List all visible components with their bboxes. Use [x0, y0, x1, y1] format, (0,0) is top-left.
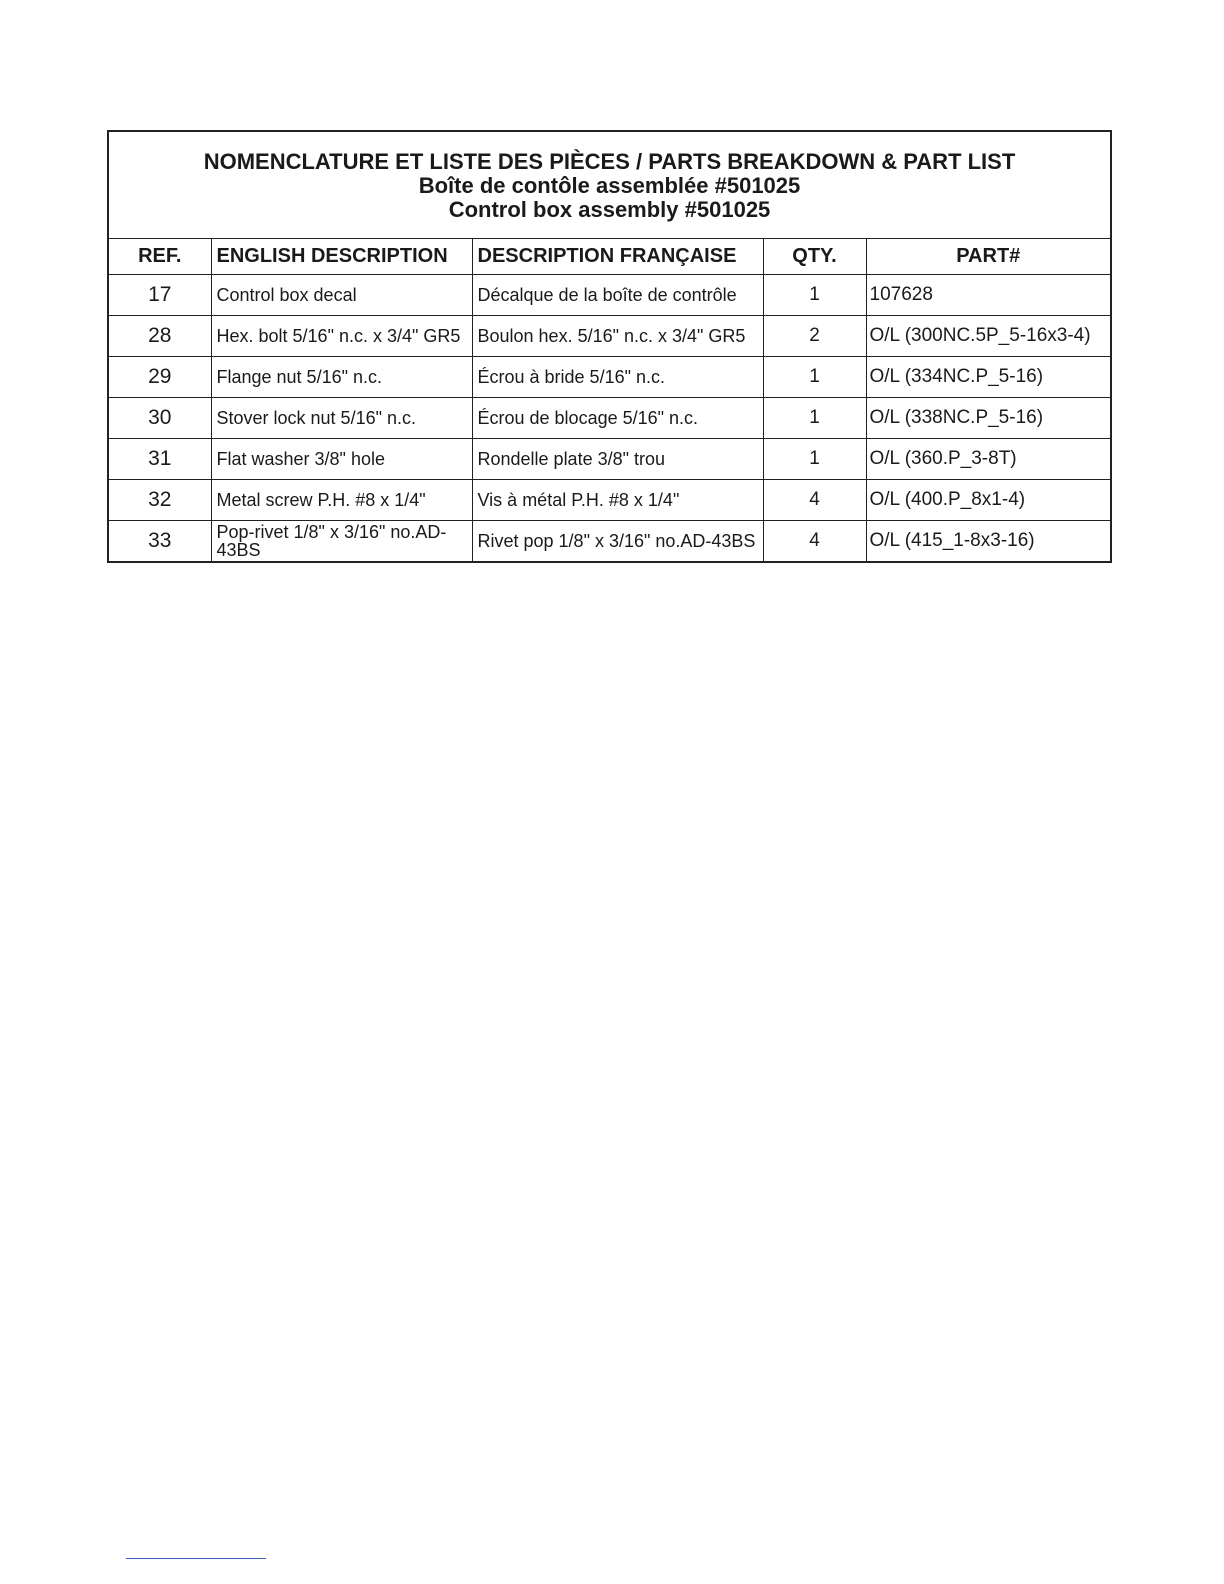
cell-french-description: Décalque de la boîte de contrôle	[472, 275, 763, 316]
cell-english-description: Pop-rivet 1/8" x 3/16" no.AD-43BS	[211, 521, 472, 563]
table-row	[108, 480, 1111, 521]
footnote-divider	[126, 1558, 266, 1559]
title-line-3: Control box assembly #501025	[448, 197, 771, 222]
cell-french-description: Vis à métal P.H. #8 x 1/4"	[472, 480, 763, 521]
cell-ref: 31	[108, 439, 211, 480]
cell-english-description: Stover lock nut 5/16" n.c.	[211, 398, 472, 439]
header-ref: REF.	[108, 239, 211, 275]
title-line-2: Boîte de contôle assemblée #501025	[418, 173, 801, 198]
cell-ref: 30	[108, 398, 211, 439]
cell-qty: 4	[763, 480, 866, 521]
cell-part-number: O/L (415_1-8x3-16)	[866, 521, 1111, 563]
table-row	[108, 357, 1111, 398]
table-row	[108, 316, 1111, 357]
cell-part-number: O/L (360.P_3-8T)	[866, 439, 1111, 480]
header-english-description: ENGLISH DESCRIPTION	[211, 239, 472, 275]
cell-french-description: Rivet pop 1/8" x 3/16" no.AD-43BS	[472, 521, 763, 563]
table-row	[108, 398, 1111, 439]
cell-english-description: Flat washer 3/8" hole	[211, 439, 472, 480]
cell-english-description: Flange nut 5/16" n.c.	[211, 357, 472, 398]
table-header-row	[108, 239, 1111, 275]
table-row	[108, 521, 1111, 563]
table-row	[108, 439, 1111, 480]
header-qty: QTY.	[763, 239, 866, 275]
table-row	[108, 275, 1111, 316]
cell-ref: 28	[108, 316, 211, 357]
cell-qty: 2	[763, 316, 866, 357]
cell-qty: 1	[763, 398, 866, 439]
cell-part-number: O/L (338NC.P_5-16)	[866, 398, 1111, 439]
parts-list-table	[107, 130, 1112, 563]
cell-english-description: Hex. bolt 5/16" n.c. x 3/4" GR5	[211, 316, 472, 357]
cell-part-number: O/L (300NC.5P_5-16x3-4)	[866, 316, 1111, 357]
table-title	[108, 131, 1111, 239]
cell-part-number: O/L (334NC.P_5-16)	[866, 357, 1111, 398]
cell-part-number: O/L (400.P_8x1-4)	[866, 480, 1111, 521]
cell-qty: 4	[763, 521, 866, 563]
cell-french-description: Écrou à bride 5/16" n.c.	[472, 357, 763, 398]
cell-french-description: Rondelle plate 3/8" trou	[472, 439, 763, 480]
header-french-description: DESCRIPTION FRANÇAISE	[472, 239, 763, 275]
cell-qty: 1	[763, 357, 866, 398]
table-title-row	[108, 131, 1111, 239]
cell-ref: 32	[108, 480, 211, 521]
title-line-1: NOMENCLATURE ET LISTE DES PIÈCES / PARTS BREAKDOWN & PART LIST	[203, 149, 1016, 174]
header-part-number: PART#	[866, 239, 1111, 275]
cell-part-number: 107628	[866, 275, 1111, 316]
cell-qty: 1	[763, 439, 866, 480]
cell-french-description: Boulon hex. 5/16" n.c. x 3/4" GR5	[472, 316, 763, 357]
cell-french-description: Écrou de blocage 5/16" n.c.	[472, 398, 763, 439]
cell-ref: 17	[108, 275, 211, 316]
cell-english-description: Control box decal	[211, 275, 472, 316]
cell-ref: 33	[108, 521, 211, 563]
cell-english-description: Metal screw P.H. #8 x 1/4"	[211, 480, 472, 521]
cell-qty: 1	[763, 275, 866, 316]
cell-ref: 29	[108, 357, 211, 398]
